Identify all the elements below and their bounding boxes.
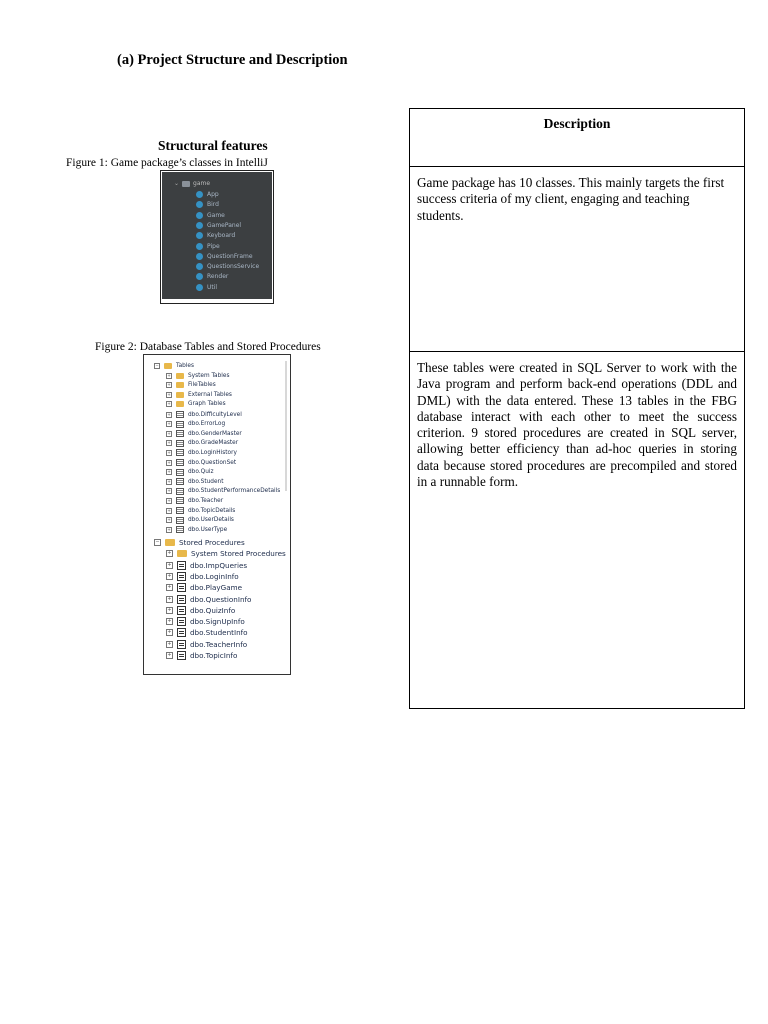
- table-icon: [176, 411, 184, 418]
- table-node[interactable]: [166, 478, 223, 485]
- expand-icon[interactable]: +: [167, 584, 172, 591]
- expand-icon[interactable]: +: [167, 606, 172, 613]
- table-node[interactable]: [166, 517, 234, 524]
- expand-icon[interactable]: +: [167, 488, 171, 494]
- procedure-icon: [177, 606, 186, 615]
- procedure-node[interactable]: [166, 617, 245, 626]
- folder-node[interactable]: [166, 382, 216, 388]
- table-header-cell: [410, 109, 744, 167]
- expand-icon[interactable]: +: [167, 430, 171, 436]
- expand-icon[interactable]: +: [167, 640, 172, 647]
- table-icon: [176, 507, 184, 514]
- folder-node-label: FileTables: [188, 382, 216, 389]
- class-item[interactable]: [196, 201, 219, 208]
- folder-node[interactable]: [166, 392, 232, 398]
- procedure-icon: [177, 583, 186, 592]
- expand-icon[interactable]: +: [167, 517, 171, 523]
- system-sp-node[interactable]: [166, 549, 286, 558]
- row2-text: These tables were created in SQL Server to work with the Java program and perform back-end operations (DDL and DML) with the data entered. These 13 tables in the FBG database interact with each other to meet the success criterion. 9 stored procedures are created in SQL server, allowing better efficiency than ad-hoc queries in storing data because stored procedures are precompiled and stored in a runnable form.: [417, 360, 737, 490]
- expand-icon[interactable]: +: [167, 550, 172, 557]
- class-name: Game: [207, 211, 225, 219]
- procedure-icon: [177, 617, 186, 626]
- table-icon: [176, 497, 184, 504]
- expand-icon[interactable]: +: [167, 440, 171, 446]
- class-icon: [196, 253, 203, 260]
- expand-icon[interactable]: +: [167, 629, 172, 636]
- expand-icon[interactable]: +: [167, 411, 171, 417]
- procedure-node[interactable]: [166, 572, 239, 581]
- class-icon: [196, 212, 203, 219]
- procedure-node-label: dbo.ImpQueries: [190, 560, 248, 570]
- procedure-icon: [177, 561, 186, 570]
- table-node-label: dbo.Student: [188, 478, 224, 485]
- class-item[interactable]: [196, 191, 219, 198]
- expand-icon[interactable]: +: [167, 652, 172, 658]
- expand-icon[interactable]: −: [155, 363, 159, 368]
- procedure-node-label: dbo.TeacherInfo: [190, 639, 248, 649]
- table-node-label: dbo.Quiz: [188, 469, 214, 476]
- procedure-icon: [177, 651, 186, 660]
- description-table: [409, 108, 745, 709]
- intellij-screenshot: [160, 170, 274, 304]
- class-item[interactable]: [196, 284, 217, 291]
- procedure-node[interactable]: [166, 651, 237, 660]
- class-name: Pipe: [207, 242, 220, 250]
- table-node-label: dbo.LoginHistory: [188, 449, 237, 456]
- class-item[interactable]: [196, 243, 220, 250]
- table-icon: [176, 421, 184, 428]
- procedure-node[interactable]: [166, 640, 247, 649]
- expand-icon[interactable]: +: [167, 572, 172, 579]
- class-icon: [196, 232, 203, 239]
- class-item[interactable]: [196, 232, 235, 239]
- tables-node-label: Tables: [176, 363, 195, 369]
- class-name: QuestionsService: [207, 263, 260, 271]
- table-icon: [176, 478, 184, 485]
- folder-icon: [165, 539, 175, 546]
- procedure-node[interactable]: [166, 628, 248, 637]
- table-node[interactable]: [166, 459, 236, 466]
- scrollbar: [285, 361, 287, 491]
- expand-icon[interactable]: +: [167, 382, 171, 388]
- folder-icon: [176, 401, 184, 407]
- table-node-label: dbo.UserDetails: [188, 517, 234, 524]
- procedure-node-label: dbo.QuizInfo: [190, 605, 236, 615]
- table-icon: [176, 469, 184, 476]
- table-icon: [176, 488, 184, 495]
- folder-icon: [176, 392, 184, 398]
- expand-icon[interactable]: +: [167, 595, 172, 602]
- folder-node-label: Graph Tables: [188, 401, 226, 408]
- expand-icon[interactable]: +: [167, 459, 171, 465]
- class-item[interactable]: [196, 222, 241, 229]
- folder-node[interactable]: [166, 401, 226, 407]
- table-node[interactable]: [166, 430, 242, 437]
- package-icon: [182, 181, 190, 187]
- class-name: Render: [207, 273, 229, 281]
- expand-icon[interactable]: +: [167, 421, 171, 427]
- procedure-node[interactable]: [166, 583, 242, 592]
- class-icon: [196, 273, 203, 280]
- table-icon: [176, 517, 184, 524]
- folder-node[interactable]: [166, 373, 229, 379]
- tables-node[interactable]: [154, 363, 194, 369]
- table-icon: [176, 449, 184, 456]
- expand-icon[interactable]: −: [155, 539, 160, 545]
- class-icon: [196, 263, 203, 270]
- table-node-label: dbo.DifficultyLevel: [188, 411, 242, 418]
- class-name: GamePanel: [207, 221, 242, 229]
- expand-icon[interactable]: +: [167, 618, 172, 625]
- table-node-label: dbo.GradeMaster: [188, 440, 239, 447]
- class-item[interactable]: [196, 263, 259, 270]
- expand-icon[interactable]: +: [167, 478, 171, 484]
- folder-icon: [177, 550, 187, 557]
- expand-icon[interactable]: +: [167, 401, 171, 407]
- class-name: Util: [207, 283, 218, 291]
- table-node[interactable]: [166, 497, 223, 504]
- package-row: [174, 180, 210, 187]
- class-icon: [196, 243, 203, 250]
- procedure-node-label: dbo.SignUpInfo: [190, 617, 245, 627]
- folder-icon: [164, 363, 172, 369]
- table-node-label: dbo.StudentPerformanceDetails: [188, 488, 281, 495]
- class-item[interactable]: [196, 212, 225, 219]
- class-name: App: [207, 191, 219, 198]
- figure2-caption: Figure 2: Database Tables and Stored Procedures: [95, 341, 321, 353]
- chevron-down-icon: ⌄: [174, 180, 180, 187]
- table-node[interactable]: [166, 440, 238, 447]
- procedure-node-label: dbo.LoginInfo: [190, 571, 239, 581]
- folder-icon: [176, 382, 184, 388]
- procedure-icon: [177, 595, 186, 604]
- expand-icon[interactable]: +: [167, 469, 171, 475]
- expand-icon[interactable]: +: [167, 561, 172, 568]
- table-icon: [176, 440, 184, 447]
- structural-features-title: Structural features: [158, 138, 268, 153]
- table-node[interactable]: [166, 526, 227, 533]
- table-node[interactable]: [166, 411, 242, 418]
- class-icon: [196, 222, 203, 229]
- class-name: Keyboard: [207, 232, 236, 240]
- table-node[interactable]: [166, 449, 237, 456]
- section-heading: (a) Project Structure and Description: [117, 52, 348, 68]
- table-row: [410, 352, 744, 708]
- expand-icon[interactable]: +: [167, 449, 171, 455]
- folder-node-label: External Tables: [188, 391, 232, 398]
- table-icon: [176, 459, 184, 466]
- table-node-label: dbo.UserType: [188, 526, 228, 533]
- expand-icon[interactable]: +: [167, 507, 171, 513]
- package-name: game: [193, 180, 211, 187]
- class-icon: [196, 191, 203, 198]
- procedure-icon: [177, 572, 186, 581]
- class-name: Bird: [207, 201, 219, 209]
- table-icon: [176, 526, 184, 533]
- table-node-label: dbo.Teacher: [188, 497, 224, 504]
- ssms-screenshot: [143, 354, 291, 675]
- table-node[interactable]: [166, 421, 225, 428]
- expand-icon[interactable]: +: [167, 372, 171, 378]
- procedure-node-label: dbo.PlayGame: [190, 583, 243, 593]
- class-icon: [196, 284, 203, 291]
- procedure-icon: [177, 628, 186, 637]
- procedure-node-label: dbo.QuestionInfo: [190, 594, 252, 604]
- table-row: [410, 167, 744, 352]
- row1-text: Game package has 10 classes. This mainly targets the first success criteria of my client, engaging and teaching students.: [417, 175, 725, 223]
- table-header: Description: [543, 116, 611, 131]
- stored-procedures-node[interactable]: [154, 538, 245, 547]
- procedure-node-label: dbo.TopicInfo: [190, 651, 238, 660]
- procedure-icon: [177, 640, 186, 649]
- expand-icon[interactable]: +: [167, 526, 171, 532]
- table-node-label: dbo.QuestionSet: [188, 459, 237, 466]
- folder-node-label: System Tables: [188, 372, 230, 379]
- table-node-label: dbo.GenderMaster: [188, 430, 242, 437]
- table-icon: [176, 430, 184, 437]
- system-sp-node-label: System Stored Procedures: [191, 549, 286, 559]
- figure1-caption: Figure 1: Game package’s classes in IntelliJ: [66, 157, 268, 169]
- table-node[interactable]: [166, 488, 280, 495]
- class-item[interactable]: [196, 273, 228, 280]
- table-node-label: dbo.TopicDetails: [188, 507, 236, 514]
- intellij-project-panel: [162, 172, 272, 299]
- procedure-node[interactable]: [166, 595, 251, 604]
- expand-icon[interactable]: +: [167, 391, 171, 397]
- stored-procedures-node-label: Stored Procedures: [179, 538, 245, 547]
- procedure-node[interactable]: [166, 561, 247, 570]
- table-node[interactable]: [166, 507, 235, 514]
- procedure-node-label: dbo.StudentInfo: [190, 628, 248, 638]
- class-name: QuestionFrame: [207, 252, 253, 260]
- procedure-node[interactable]: [166, 606, 235, 615]
- class-item[interactable]: [196, 253, 253, 260]
- table-node-label: dbo.ErrorLog: [188, 421, 226, 428]
- class-icon: [196, 201, 203, 208]
- folder-icon: [176, 373, 184, 379]
- table-node[interactable]: [166, 469, 214, 476]
- expand-icon[interactable]: +: [167, 497, 171, 503]
